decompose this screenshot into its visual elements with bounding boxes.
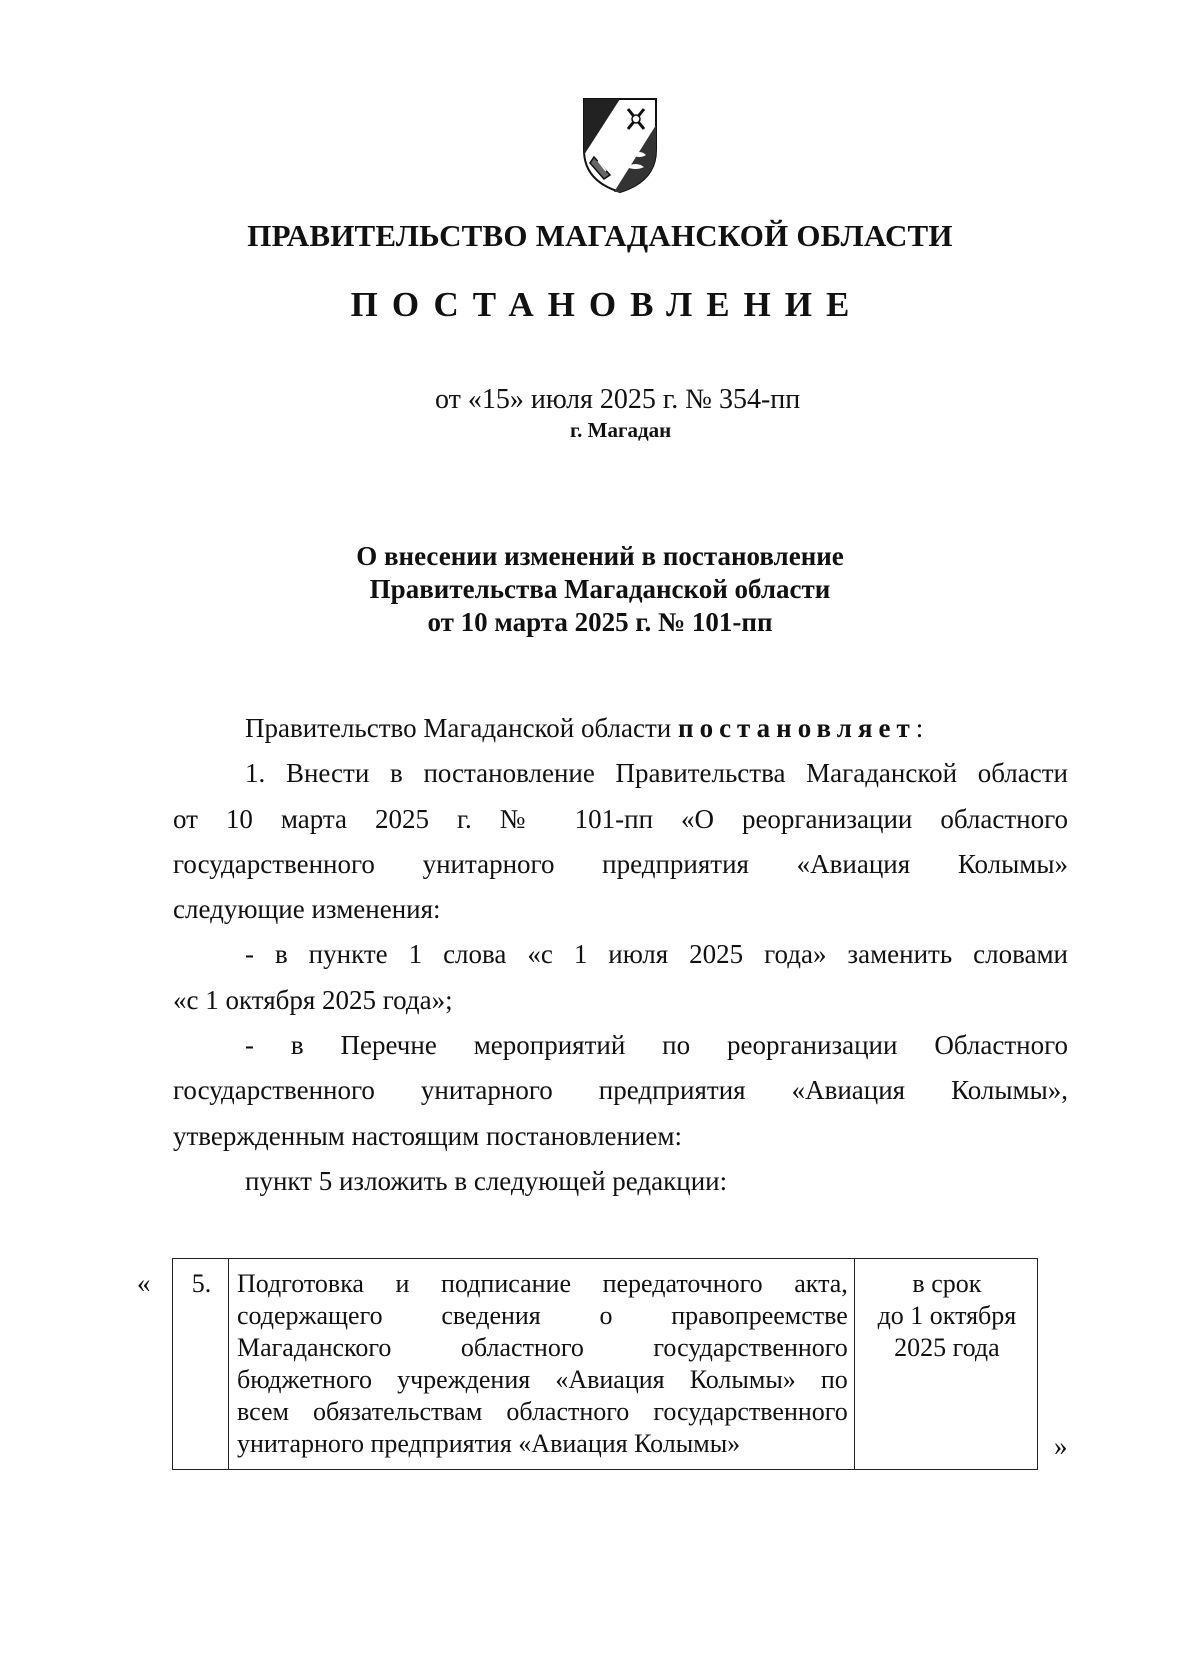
point-5-intro: пункт 5 изложить в следующей редакции: [245,1165,728,1196]
subject-title [0,540,1200,639]
resolution-body [173,706,1068,1204]
change-2-line: государственного унитарного предприятия «Авиация Колымы», [173,1075,1068,1106]
table-row [173,1259,1038,1470]
row-number: 5. [173,1259,229,1470]
coat-of-arms-icon [580,95,660,195]
opening-quote: « [137,1268,151,1298]
date-and-number: от «15» июля 2025 г. № 354-пп [435,384,801,415]
preamble: Правительство Магаданской области постановляет: [245,713,924,743]
operative-verb: постановляет [678,713,916,743]
closing-quote: » [1054,1431,1068,1461]
item-1-line: государственного унитарного предприятия «Авиация Колымы» [173,848,1068,879]
change-1-line: - в пункте 1 слова «с 1 июля 2025 года» заменить словами [245,939,1068,970]
subject-line: от 10 марта 2025 г. № 101-пп [427,607,773,637]
change-2-line: - в Перечне мероприятий по реорганизации Областного [245,1030,1068,1061]
subject-line: Правительства Магаданской области [369,574,831,604]
document-type-heading: ПОСТАНОВЛЕНИЕ [350,285,864,324]
city: г. Магадан [570,418,672,442]
change-1-line: «с 1 октября 2025 года»; [173,984,453,1015]
change-2-line: утвержденным настоящим постановлением: [173,1120,682,1151]
row-deadline: в срок до 1 октября 2025 года [854,1259,1037,1470]
item-1-line: следующие изменения: [173,894,441,925]
subject-line: О внесении изменений в постановление [356,541,844,571]
amendment-table [172,1258,1038,1470]
item-1-line: 1. Внести в постановление Правительства Магаданской области [245,758,1068,789]
item-1-line: от 10 марта 2025 г. № 101-пп «О реорганизации областного [173,803,1068,834]
row-description: Подготовка и подписание передаточного акта, содержащего сведения о правопреемстве Магаданского областного государственного бюджетного учреждения «Авиация Колымы» по всем обязательствам областного государственного унитарного предприятия «Авиация Колымы» [228,1259,854,1470]
organization-heading: ПРАВИТЕЛЬСТВО МАГАДАНСКОЙ ОБЛАСТИ [247,218,953,253]
